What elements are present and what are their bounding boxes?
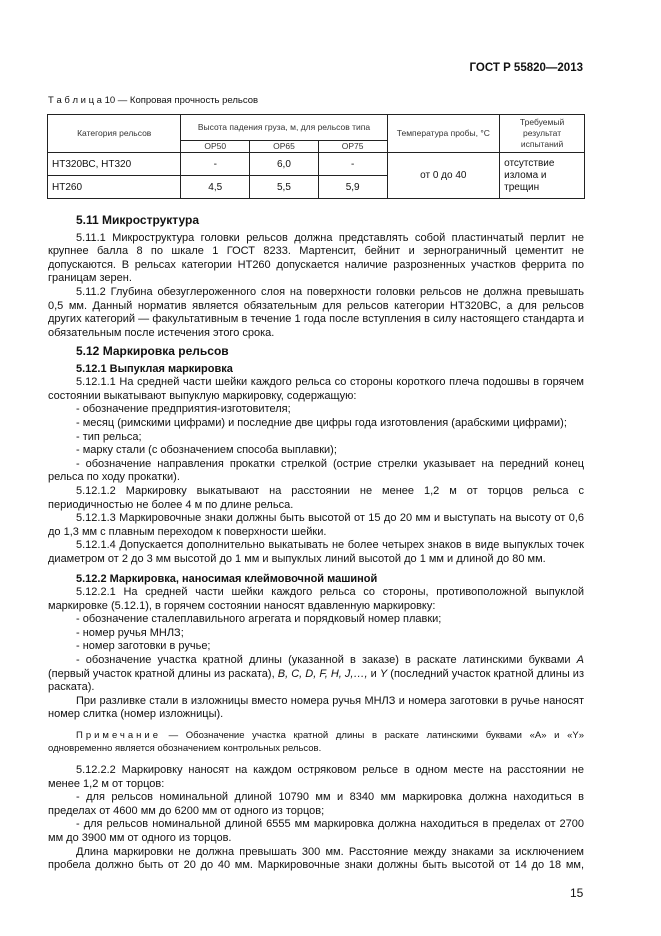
note-label: Примечание (76, 730, 161, 742)
section-5-12 (48, 345, 584, 873)
list-item: - месяц (римскими цифрами) и последние две цифры года изготовления (арабскими цифрами); (76, 416, 567, 429)
th-op50: ОР50 (181, 141, 250, 153)
paragraph: 5.12.1.4 Допускается дополнительно выкатывать не более четырех знаков в виде выпуклых точек диаметром от 2 до 3 мм высотой до 1 мм и выпуклых линий высотой до 1 мм и длиной до 80 мм. (48, 539, 584, 565)
list-item: - обозначение направления прокатки стрелкой (острие стрелки указывает на передний конец рельса по ходу прокатки). (48, 457, 584, 484)
cell-op65: 6,0 (250, 153, 319, 176)
italic-letters: В, С, D, F, H, J,…, (277, 667, 368, 680)
drop-test-table (47, 114, 585, 199)
section-heading: 5.11 Микроструктура (76, 213, 200, 227)
list-item: - для рельсов номинальной длиной 6555 мм маркировка должна находиться в пределах от 2700 мм до 3900 мм от одного из торцов. (48, 818, 584, 844)
cell-op75: 5,9 (318, 176, 387, 199)
th-height: Высота падения груза, м, для рельсов типа (181, 115, 387, 141)
subsection-heading: 5.12.1 Выпуклая маркировка (76, 362, 233, 375)
paragraph: 5.11.2 Глубина обезуглероженного слоя на поверхности головки рельсов не должна превышать 0,5 мм. Данный норматив является обязательным для рельсов категории НТ320ВС, а для рельсов других категорий — факультативным в течение 1 года после вступления в силу настоящего стандарта и обязательным после истечения этого срока. (48, 285, 584, 339)
cell-category: НТ260 (48, 176, 181, 199)
cell-op50: 4,5 (181, 176, 250, 199)
section-5-11 (48, 214, 584, 340)
italic-letter: А (576, 654, 584, 667)
paragraph: 5.11.1 Микроструктура головки рельсов должна представлять собой пластинчатый перлит не крупнее балла 8 по шкале 1 ГОСТ 8233. Мартенсит, бейнит и зернограничный цементит не допускаются. В рельсах категории НТ260 допускается наличие разрозненных участков феррита по границам зерен. (48, 231, 584, 285)
list-item: - номер ручья МНЛЗ; (76, 626, 184, 639)
section-heading: 5.12 Маркировка рельсов (76, 344, 229, 358)
paragraph: 5.12.1.3 Маркировочные знаки должны быть высотой от 15 до 20 мм и выступать на высоту от 0,6 до 1,3 мм с плавным переходом к поверхности шейки. (48, 512, 584, 538)
note (48, 730, 584, 755)
list-item: - обозначение сталеплавильного агрегата и порядковый номер плавки; (76, 613, 442, 626)
list-item: - для рельсов номинальной длиной 10790 мм и 8340 мм маркировка должна находиться в пределах от 4600 мм до 6200 мм от одного из торцов; (48, 791, 584, 817)
subsection-heading: 5.12.2 Маркировка, наносимая клеймовочной машиной (76, 572, 378, 585)
text: (первый участок кратной длины из раската), (48, 667, 278, 680)
table-row (48, 153, 585, 176)
paragraph: 5.12.1.1 На средней части шейки каждого рельса со стороны короткого плеча подошвы в горячем состоянии выкатывают выпуклую маркировку, содержащую: (48, 376, 584, 402)
list-item (48, 654, 584, 695)
cell-op50: - (181, 153, 250, 176)
table-caption: Т а б л и ц а 10 — Копровая прочность рельсов (48, 95, 259, 106)
th-result: Требуемый результат испытаний (500, 115, 585, 153)
th-temp: Температура пробы, °С (387, 115, 500, 153)
list-item: - обозначение предприятия-изготовителя; (76, 403, 291, 416)
document-id: ГОСТ Р 55820—2013 (469, 62, 583, 74)
th-op65: ОР65 (250, 141, 319, 153)
paragraph: 5.12.2.2 Маркировку наносят на каждом остряковом рельсе в одном месте на расстоянии не менее 1,2 м от торцов: (48, 764, 584, 790)
text: - обозначение участка кратной длины (указанной в заказе) в раскате латинскими буквами (76, 654, 577, 667)
th-category: Категория рельсов (48, 115, 181, 153)
note-text: — Обозначение участка кратной длины в раскате латинскими буквами «А» и «Y» одновременно является обозначением контрольных рельсов. (48, 730, 584, 754)
cell-result: отсутствие излома и трещин (500, 153, 585, 199)
text: и (367, 667, 380, 680)
italic-letter: Y (379, 667, 388, 680)
text: (последний участок кратной длины из раската). (48, 667, 584, 694)
cell-temp: от 0 до 40 (387, 153, 500, 199)
cell-op75: - (318, 153, 387, 176)
paragraph: При разливке стали в изложницы вместо номера ручья МНЛЗ и номера заготовки в ручье наносят номер слитка (номер изложницы). (48, 694, 584, 721)
list-item: - тип рельса; (76, 430, 142, 443)
paragraph: 5.12.2.1 На средней части шейки каждого рельса со стороны, противоположной выпуклой маркировке (5.12.1), в горячем состоянии наносят вдавленную маркировку: (48, 586, 584, 612)
cell-op65: 5,5 (250, 176, 319, 199)
cell-category: НТ320ВС, НТ320 (48, 153, 181, 176)
th-op75: ОР75 (318, 141, 387, 153)
paragraph: Длина маркировки не должна превышать 300 мм. Расстояние между знаками за исключением пробела должно быть от 20 до 40 мм. Маркировочные знаки должны быть высотой от 14 до 18 мм, (48, 845, 584, 872)
list-item: - номер заготовки в ручье; (76, 640, 211, 653)
paragraph: 5.12.1.2 Маркировку выкатывают на расстоянии не менее 1,2 м от торцов рельса с периодичностью не более 4 м по длине рельса. (48, 484, 584, 511)
list-item: - марку стали (с обозначением способа выплавки); (76, 444, 337, 457)
page-number: 15 (570, 886, 584, 900)
